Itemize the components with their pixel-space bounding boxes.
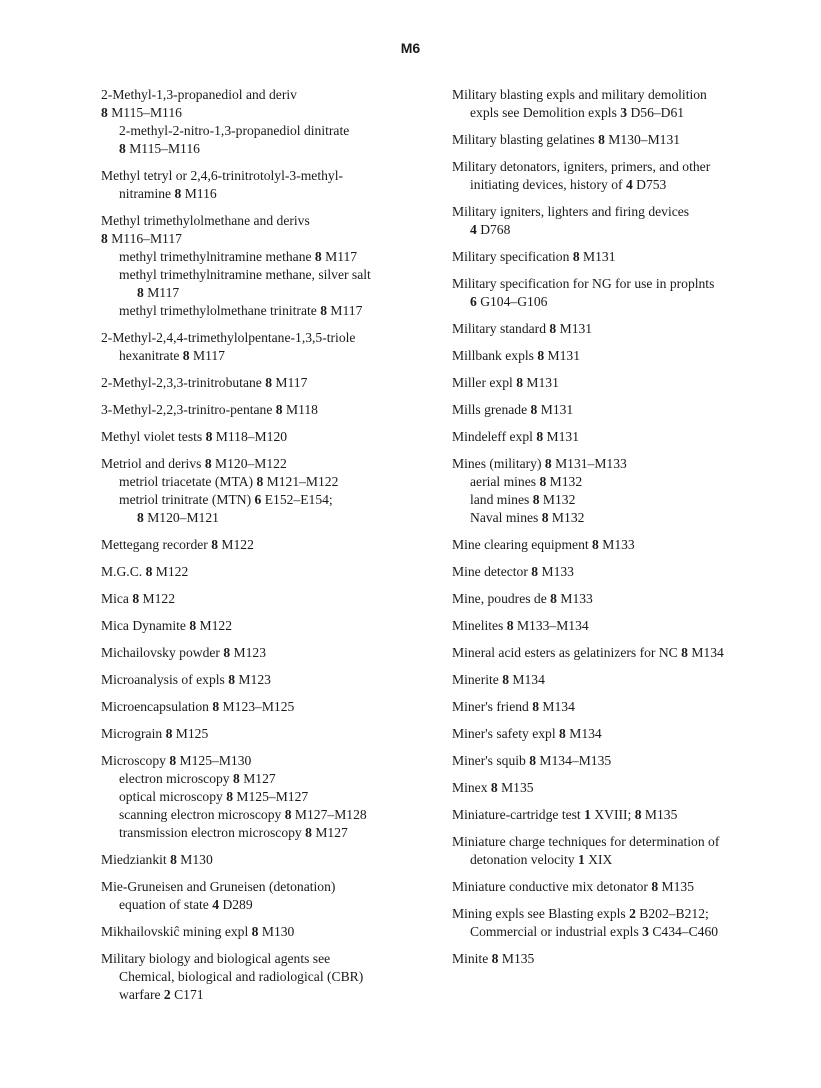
volume-number: 8 [651,879,659,894]
volume-number: 8 [634,807,642,822]
entry-heading-line: Mettegang recorder 8 M122 [101,537,254,552]
entry-heading-line: Military standard 8 M131 [452,321,593,336]
index-entry [452,374,782,392]
index-entry [452,806,782,824]
index-entry [452,905,782,941]
entry-heading-line: Mills grenade 8 M131 [452,402,574,417]
entry-subline: hexanitrate 8 M117 [119,348,225,363]
entry-heading-line: 8 M115–M116 [101,105,182,120]
index-entry [452,644,782,662]
volume-number: 8 [226,789,234,804]
index-entry [452,320,782,338]
index-entry [452,833,782,869]
index-entry [452,698,782,716]
volume-number: 6 [470,294,477,309]
volume-number: 8 [491,951,499,966]
volume-number: 8 [681,645,688,660]
entry-heading-line: 3-Methyl-2,2,3-trinitro-pentane 8 M118 [101,402,318,417]
volume-number: 6 [254,492,262,507]
entry-heading-line: Microencapsulation 8 M123–M125 [101,699,295,714]
entry-heading-line: Miner's safety expl 8 M134 [452,726,602,741]
entry-heading-line: Military blasting gelatines 8 M130–M131 [452,132,681,147]
volume-number: 8 [529,753,537,768]
entry-heading-line: Military blasting expls and military demolition [452,87,707,102]
entry-subline: aerial mines 8 M132 [470,474,583,489]
entry-heading-line: 2-Methyl-2,4,4-trimethylolpentane-1,3,5-triole [101,330,356,345]
volume-number: 8 [251,924,259,939]
volume-number: 1 [584,807,591,822]
entry-heading-line: Minex 8 M135 [452,780,534,795]
index-entry [101,536,421,554]
entry-subline: Commercial or industrial expls 3 C434–C460 [470,924,719,939]
index-entry [101,644,421,662]
volume-number: 2 [163,987,171,1002]
entry-subline: transmission electron microscopy 8 M127 [119,825,348,840]
index-entry [101,455,421,527]
index-entry [452,725,782,743]
index-entry [452,671,782,689]
volume-number: 8 [544,456,552,471]
index-entry [452,248,782,266]
volume-number: 8 [211,537,219,552]
entry-subline: land mines 8 M132 [470,492,576,507]
entry-heading-line: Military biology and biological agents see [101,951,331,966]
index-entry [101,329,421,365]
entry-subline: methyl trimethylnitramine methane 8 M117 [119,249,358,264]
entry-heading-line: M.G.C. 8 M122 [101,564,189,579]
entry-heading-line: Mica Dynamite 8 M122 [101,618,233,633]
entry-heading-line: Miner's squib 8 M134–M135 [452,753,612,768]
index-entry [452,536,782,554]
entry-subline: detonation velocity 1 XIX [470,852,613,867]
volume-number: 8 [119,141,126,156]
index-entry [101,374,421,392]
index-entry [101,167,421,203]
index-entry [452,275,782,311]
entry-heading-line: Micrograin 8 M125 [101,726,209,741]
entry-heading-line: Methyl trimethylolmethane and derivs [101,213,310,228]
volume-number: 4 [212,897,220,912]
entry-subline: Naval mines 8 M132 [470,510,585,525]
entry-heading-line: Military detonators, igniters, primers, and other [452,159,711,174]
entry-heading-line: Mine detector 8 M133 [452,564,574,579]
entry-subline: 2-methyl-2-nitro-1,3-propanediol dinitrate [119,123,350,138]
entry-heading-line: Miedziankit 8 M130 [101,852,213,867]
entry-heading-line: Mining expls see Blasting expls 2 B202–B212; [452,906,709,921]
volume-number: 8 [137,510,144,525]
volume-number: 8 [537,348,545,363]
entry-heading-line: Microanalysis of expls 8 M123 [101,672,271,687]
volume-number: 4 [470,222,477,237]
volume-number: 8 [550,591,557,606]
entry-heading-line: Miniature charge techniques for determination of [452,834,720,849]
index-entry [452,86,782,122]
volume-number: 8 [265,375,273,390]
volume-number: 8 [182,348,190,363]
volume-number: 8 [532,699,540,714]
index-entry [101,752,421,842]
index-entry [101,878,421,914]
entry-subline: 8 M120–M121 [137,510,219,525]
volume-number: 8 [223,645,231,660]
volume-number: 8 [275,402,283,417]
volume-number: 8 [530,402,538,417]
index-entry [101,698,421,716]
entry-heading-line: 8 M116–M117 [101,231,182,246]
entry-heading-line: Mineral acid esters as gelatinizers for NC 8 M134 [452,645,724,660]
entry-subline: optical microscopy 8 M125–M127 [119,789,309,804]
volume-number: 8 [165,726,173,741]
index-entry [452,779,782,797]
volume-number: 8 [145,564,153,579]
index-entry [452,428,782,446]
volume-number: 8 [170,852,177,867]
index-entry [101,923,421,941]
volume-number: 8 [228,672,236,687]
entry-heading-line: Methyl violet tests 8 M118–M120 [101,429,288,444]
volume-number: 8 [320,303,328,318]
index-entry [452,563,782,581]
entry-heading-line: Minite 8 M135 [452,951,535,966]
entry-heading-line: Microscopy 8 M125–M130 [101,753,252,768]
entry-heading-line: Miller expl 8 M131 [452,375,559,390]
index-entry [452,617,782,635]
volume-number: 8 [205,429,213,444]
volume-number: 8 [549,321,557,336]
volume-number: 8 [516,375,523,390]
volume-number: 8 [101,231,108,246]
entry-heading-line: Mikhailovskiĉ mining expl 8 M130 [101,924,295,939]
volume-number: 2 [629,906,636,921]
volume-number: 8 [531,564,539,579]
entry-heading-line: Mindeleff expl 8 M131 [452,429,579,444]
entry-subline: 8 M117 [137,285,180,300]
index-entry [101,671,421,689]
index-entry [101,617,421,635]
entry-heading-line: Mine clearing equipment 8 M133 [452,537,635,552]
index-entry [101,563,421,581]
entry-heading-line: Mines (military) 8 M131–M133 [452,456,627,471]
volume-number: 8 [233,771,240,786]
entry-heading-line: Minelites 8 M133–M134 [452,618,589,633]
entry-subline: electron microscopy 8 M127 [119,771,276,786]
volume-number: 8 [284,807,292,822]
entry-subline: nitramine 8 M116 [119,186,217,201]
entry-heading-line: Miner's friend 8 M134 [452,699,575,714]
volume-number: 3 [620,105,628,120]
index-entry [101,851,421,869]
volume-number: 8 [305,825,312,840]
volume-number: 8 [559,726,566,741]
volume-number: 8 [541,510,549,525]
index-entry [452,158,782,194]
entry-heading-line: Military igniters, lighters and firing devices [452,204,690,219]
entry-subline: Chemical, biological and radiological (CBR) [119,969,364,984]
index-entry [452,401,782,419]
entry-subline: methyl trimethylnitramine methane, silver salt [119,267,371,282]
volume-number: 8 [502,672,510,687]
entry-heading-line: 2-Methyl-1,3-propanediol and deriv [101,87,297,102]
volume-number: 8 [532,492,540,507]
index-column-left [101,86,421,1013]
volume-number: 8 [598,132,605,147]
entry-heading-line: Miniature conductive mix detonator 8 M135 [452,879,695,894]
volume-number: 8 [536,429,544,444]
entry-subline: metriol trinitrate (MTN) 6 E152–E154; [119,492,333,507]
entry-heading-line: Mica 8 M122 [101,591,176,606]
entry-subline: 8 M115–M116 [119,141,200,156]
index-entry [101,86,421,158]
volume-number: 8 [572,249,580,264]
volume-number: 8 [132,591,140,606]
entry-subline: 4 D768 [470,222,511,237]
index-entry [452,455,782,527]
index-entry [101,428,421,446]
entry-heading-line: Miniature-cartridge test 1 XVIII; 8 M135 [452,807,678,822]
volume-number: 8 [592,537,599,552]
entry-heading-line: Mine, poudres de 8 M133 [452,591,593,606]
index-entry [101,725,421,743]
volume-number: 8 [314,249,322,264]
index-entry [101,590,421,608]
volume-number: 8 [539,474,547,489]
volume-number: 8 [137,285,144,300]
volume-number: 8 [189,618,197,633]
volume-number: 4 [625,177,633,192]
index-entry [452,347,782,365]
entry-heading-line: Mie-Gruneisen and Gruneisen (detonation) [101,879,336,894]
entry-subline: initiating devices, history of 4 D753 [470,177,667,192]
entry-heading-line: 2-Methyl-2,3,3-trinitrobutane 8 M117 [101,375,308,390]
volume-number: 8 [212,699,220,714]
entry-subline: equation of state 4 D289 [119,897,253,912]
entry-subline: methyl trimethylolmethane trinitrate 8 M117 [119,303,363,318]
volume-number: 8 [204,456,212,471]
entry-heading-line: Military specification 8 M131 [452,249,616,264]
volume-number: 8 [169,753,177,768]
volume-number: 8 [256,474,264,489]
index-entry [452,203,782,239]
index-column-right [452,86,782,977]
index-entry [452,131,782,149]
entry-heading-line: Methyl tetryl or 2,4,6-trinitrotolyl-3-methyl- [101,168,343,183]
index-entry [452,950,782,968]
page-number: M6 [400,40,421,56]
index-entry [101,401,421,419]
entry-subline: scanning electron microscopy 8 M127–M128 [119,807,367,822]
index-entry [452,878,782,896]
index-entry [452,752,782,770]
entry-heading-line: Michailovsky powder 8 M123 [101,645,267,660]
index-entry [452,590,782,608]
entry-heading-line: Metriol and derivs 8 M120–M122 [101,456,287,471]
volume-number: 8 [101,105,108,120]
entry-subline: 6 G104–G106 [470,294,548,309]
volume-number: 8 [506,618,514,633]
volume-number: 8 [174,186,182,201]
volume-number: 8 [490,780,498,795]
index-entry [101,212,421,320]
index-entry [101,950,421,1004]
entry-heading-line: Millbank expls 8 M131 [452,348,581,363]
entry-heading-line: Military specification for NG for use in proplnts [452,276,715,291]
volume-number: 1 [577,852,585,867]
entry-subline: expls see Demolition expls 3 D56–D61 [470,105,685,120]
entry-subline: metriol triacetate (MTA) 8 M121–M122 [119,474,339,489]
volume-number: 3 [642,924,649,939]
entry-heading-line: Minerite 8 M134 [452,672,545,687]
entry-subline: warfare 2 C171 [119,987,204,1002]
